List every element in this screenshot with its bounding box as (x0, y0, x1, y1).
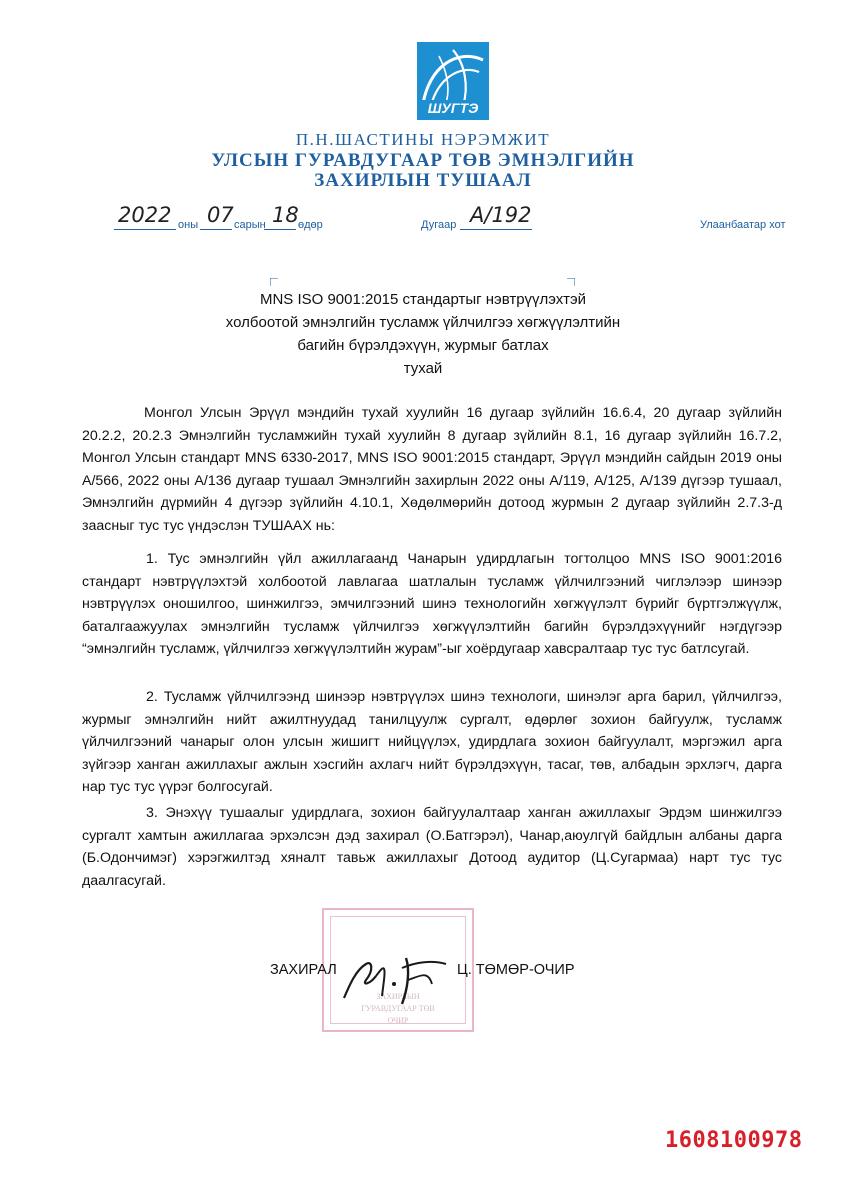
intro-text: Монгол Улсын Эрүүл мэндийн тухай хуулийн 16 дугаар зүйлийн 16.6.4, 20 дугаар зүйлийн 20.2.2, 20.2.3 Эмнэлгийн тусламжийн тухай хуулийн 8 дугаар зүйлийн 8.1, 16 дугаар зүйлийн 16.7.2, Монгол Улсын стандарт MNS 6330-2017, MNS ISO 9001:2015 стандарт, Эрүүл мэндийн сайдын 2019 оны А/566, 2022 оны А/136 дугаар тушаал Эмнэлгийн захирлын 2022 оны А/119, А/125, А/139 дүгээр тушаал, Эмнэлгийн дүрмийн 4 дүгээр зүйлийн 4.10.1, Хөдөлмөрийн дотоод журмын 2 дугаар зүйлийн 2.7.3-д заасныг тус тус үндэслэн ТУШААХ нь: (82, 405, 782, 534)
title-corner-right-mark (567, 278, 575, 286)
number-label: Дугаар (421, 219, 457, 231)
title-line-1: MNS ISO 9001:2015 стандартыг нэвтрүүлэхтэй (259, 291, 587, 308)
header-line-1: П.Н.ШАСТИНЫ НЭРЭМЖИТ (295, 130, 551, 149)
date-month: 07 (207, 203, 234, 227)
item-3-paragraph (82, 802, 782, 892)
day-underline (264, 229, 296, 230)
year-label: оны (178, 219, 199, 231)
serial-number: 1608100978 (665, 1128, 803, 1153)
title-line-3: багийн бүрэлдэхүүн, журмыг батлах (297, 337, 549, 354)
document-title (0, 288, 846, 380)
header-line-2: УЛСЫН ГУРАВДУГААР ТӨВ ЭМНЭЛГИЙН (211, 150, 635, 171)
stamp-line-1: ЗАХИРЛЫН (376, 992, 420, 1001)
order-number: А/192 (470, 203, 532, 227)
title-line-2: холбоотой эмнэлгийн тусламж үйлчилгээ хөгжүүлэлтийн (225, 314, 621, 331)
logo-text: ШУГТЭ (427, 100, 479, 116)
month-label: сарын (234, 219, 266, 231)
item-3-text: 3. Энэхүү тушаалыг удирдлага, зохион байгуулалтаар ханган ажиллахыг Эрдэм шинжилгээ сургалт хамтын ажиллагаа эрхэлсэн дэд захирал (О.Батгэрэл), Чанар,аюулгүй байдлын албаны дарга (Б.Одончимэг) хэрэгжилтэд хяналт тавьж ажиллахыг Дотоод аудитор (Ц.Сугармаа) нарт тус тус даалгасугай. (82, 805, 782, 889)
month-underline (200, 229, 232, 230)
signature-name: Ц. ТӨМӨР-ОЧИР (457, 962, 575, 978)
item-2-text: 2. Тусламж үйлчилгээнд шинээр нэвтрүүлэх шинэ технологи, шинэлэг арга барил, үйлчилгээ, журмыг эмнэлгийн нийт ажилтнуудад танилцуулж сургалт, өдөрлөг зохион байгуулж, тусламж үйлчилгээний чанарыг олон улсын жишигт нийцүүлэх, удирдлага зохион байгуулалт, мэргэжил арга зүйгээр ханган ажиллахыг ажлын хэсгийн ахлагч нийт бүрэлдэхүүн, тасаг, төв, албадын эрхлэгч, дарга нар тус тус үүрэг болгосугай. (82, 689, 782, 796)
city-label: Улаанбаатар хот (700, 219, 786, 231)
header-line-3: ЗАХИРЛЫН ТУШААЛ (314, 170, 532, 191)
number-underline (460, 229, 532, 230)
item-1-paragraph (82, 548, 782, 661)
hospital-logo (417, 42, 489, 120)
item-1-text: 1. Тус эмнэлгийн үйл ажиллагаанд Чанарын удирдлагын тогтолцоо MNS ISO 9001:2016 стандарт нэвтрүүлэхтэй холбоотой лавлагаа шатлалын тусламж үйлчилгээний чиглэлээр шинээр нэвтрүүлэх оношилгоо, шинжилгээ, эмчилгээний шинэ технологийн хөгжүүлэлт бүрийг бүртгэлжүүлж, баталгаажуулах эмнэлгийн тусламж үйлчилгээ хөгжүүлэлтийн багийн бүрэлдэхүүнийг нэгдүгээр “эмнэлгийн тусламж, үйлчилгээ хөгжүүлэлтийн журам”-ыг хоёрдугаар хавсралтаар тус тус батлсугай. (82, 551, 782, 658)
title-line-4: тухай (403, 360, 443, 377)
handwritten-signature-icon (336, 940, 456, 1010)
date-day: 18 (272, 203, 299, 227)
stamp-line-2: ГУРАВДУГААР ТӨВ (361, 1004, 435, 1013)
day-label: өдөр (298, 219, 323, 231)
year-underline (114, 229, 176, 230)
title-corner-left-mark (270, 278, 278, 286)
signature-role: ЗАХИРАЛ (270, 962, 337, 978)
intro-paragraph (82, 402, 782, 538)
stamp-line-3: ОЧИР (387, 1016, 409, 1025)
date-year: 2022 (118, 203, 172, 227)
item-2-paragraph (82, 686, 782, 799)
